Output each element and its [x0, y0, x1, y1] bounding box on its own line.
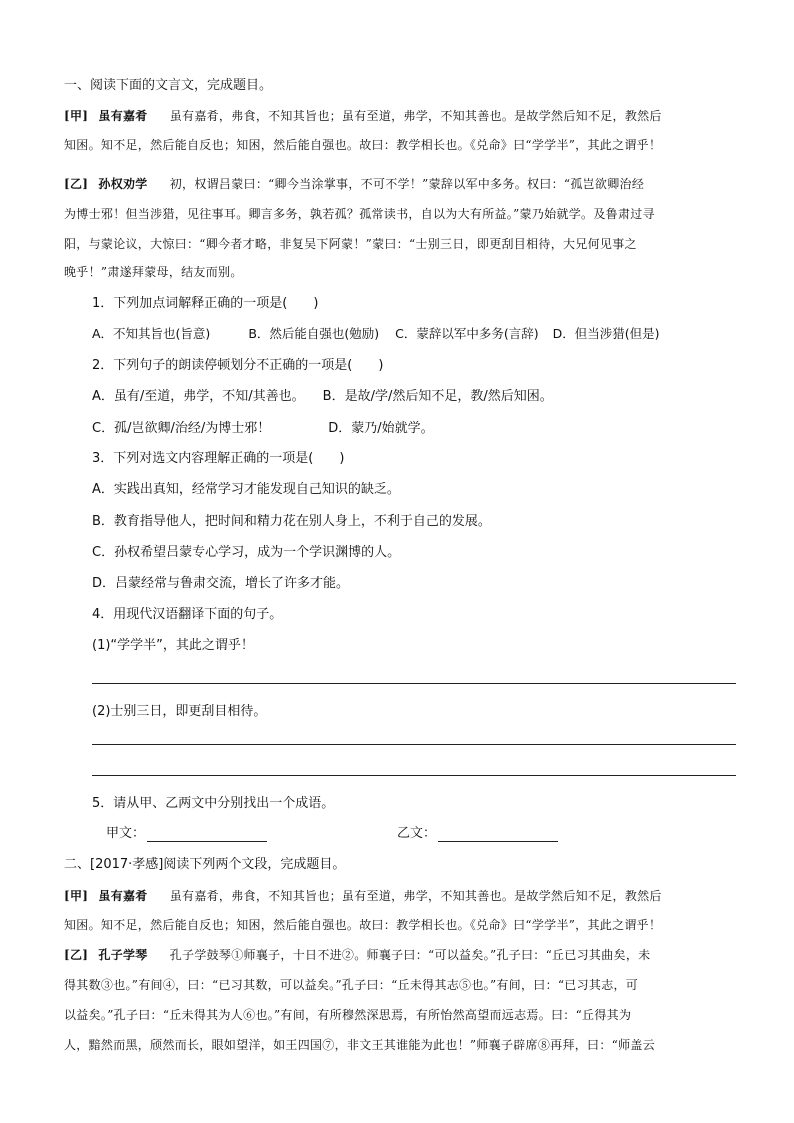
question-2-options-ab	[92, 389, 553, 405]
field-label: 乙文：	[397, 826, 437, 841]
question-3-option-c: C．孙权希望吕蒙专心学习，成为一个学识渊博的人。	[92, 545, 401, 560]
question-2-options-cd	[92, 421, 434, 437]
section1-heading: 一、阅读下面的文言文，完成题目。	[64, 78, 273, 93]
section2-heading: 二、[2017·孝感]阅读下列两个文段，完成题目。	[64, 857, 346, 872]
answer-line[interactable]	[92, 775, 736, 776]
section1-passage-yi-line1: [乙] 孙权劝学 初，权谓吕蒙曰：“卿今当涂掌事，不可不学！”蒙辞以军中多务。权曰：“孤岂欲卿治经	[64, 177, 645, 191]
option-a: A．虽有/至道，弗学，不知/其善也。	[92, 389, 305, 404]
answer-blank[interactable]	[438, 829, 558, 842]
section2-passage-yi-line3: 以益矣。”孔子曰：“丘未得其为人⑥也。”有间，有所穆然深思焉，有所怡然高望而远志焉。曰：“丘得其为	[64, 1008, 632, 1022]
question-3: 3．下列对选文内容理解正确的一项是( )	[92, 451, 345, 466]
option-c: C．蒙辞以军中多务(言辞)	[395, 326, 539, 341]
section2-passage-yi-line2: 得其数③也。”有间④，曰：“已习其数，可以益矣。”孔子曰：“丘未得其志⑤也。”有间，曰：“已习其志，可	[64, 978, 639, 992]
passage-tag: [乙]	[64, 948, 89, 962]
section1-passage-yi-line2: 为博士邪！但当涉猎，见往事耳。卿言多务，孰若孤？孤常读书，自以为大有所益。”蒙乃始就学。及鲁肃过寻	[64, 207, 655, 221]
question-4-item-1: (1)“学学半”，其此之谓乎！	[92, 638, 254, 653]
option-d: D．蒙乃/始就学。	[328, 421, 434, 436]
answer-line[interactable]	[92, 744, 736, 745]
passage-title: 孔子学琴	[98, 948, 148, 962]
section2-passage-jia-line1: [甲] 虽有嘉肴 虽有嘉肴，弗食，不知其旨也；虽有至道，弗学，不知其善也。是故学然后知不足，教然后	[64, 889, 662, 903]
section1-passage-jia-line2: 知困。知不足，然后能自反也；知困，然后能自强也。故曰：教学相长也。《兑命》曰“学学半”，其此之谓乎！	[64, 138, 662, 152]
passage-tag: [乙]	[64, 177, 89, 191]
option-b: B．然后能自强也(勉励)	[248, 326, 380, 341]
question-5-yi-field	[397, 826, 558, 842]
option-c: C．孤/岂欲卿/治经/为博士邪！	[92, 421, 271, 436]
question-4-item-2: (2)士别三日，即更刮目相待。	[92, 704, 267, 719]
passage-title: 虽有嘉肴	[98, 109, 148, 123]
question-3-option-d: D．吕蒙经常与鲁肃交流，增长了许多才能。	[92, 576, 350, 591]
option-a: A．不知其旨也(旨意)	[92, 326, 211, 341]
option-d: D．但当涉猎(但是)	[552, 326, 660, 341]
question-2: 2．下列句子的朗读停顿划分不正确的一项是( )	[92, 358, 384, 373]
question-3-option-a: A．实践出真知，经常学习才能发现自己知识的缺乏。	[92, 482, 400, 497]
question-1-options	[92, 326, 660, 342]
section1-passage-jia-line1: [甲] 虽有嘉肴 虽有嘉肴，弗食，不知其旨也；虽有至道，弗学，不知其善也。是故学然后知不足，教然后	[64, 109, 662, 123]
question-5-jia-field	[106, 826, 267, 842]
section2-passage-jia-line2: 知困。知不足，然后能自反也；知困，然后能自强也。故曰：教学相长也。《兑命》曰“学学半”，其此之谓乎！	[64, 918, 662, 932]
section1-passage-yi-line4: 晚乎！”肃遂拜蒙母，结友而别。	[64, 265, 243, 279]
section2-passage-yi-line4: 人，黯然而黑，颀然而长，眼如望洋，如王四国⑦，非文王其谁能为此也！”师襄子辟席⑧再拜，曰：“师盖云	[64, 1038, 655, 1052]
section1-passage-yi-line3: 阳，与蒙论议，大惊曰：“卿今者才略，非复吴下阿蒙！”蒙曰：“士别三日，即更刮目相待，大兄何见事之	[64, 237, 637, 251]
question-3-option-b: B．教育指导他人，把时间和精力花在别人身上，不利于自己的发展。	[92, 514, 491, 529]
answer-blank[interactable]	[147, 829, 267, 842]
passage-tag: [甲]	[64, 889, 89, 903]
passage-title: 虽有嘉肴	[98, 889, 148, 903]
option-b: B．是故/学/然后知不足，教/然后知困。	[322, 389, 553, 404]
passage-tag: [甲]	[64, 109, 89, 123]
question-5: 5．请从甲、乙两文中分别找出一个成语。	[92, 796, 335, 811]
section2-passage-yi-line1: [乙] 孔子学琴 孔子学鼓琴①师襄子，十日不进②。师襄子曰：“可以益矣。”孔子曰：“丘已习其曲矣，未	[64, 948, 651, 962]
field-label: 甲文：	[106, 826, 146, 841]
question-4: 4．用现代汉语翻译下面的句子。	[92, 607, 283, 622]
passage-title: 孙权劝学	[98, 177, 148, 191]
answer-line[interactable]	[92, 683, 736, 684]
question-1: 1．下列加点词解释正确的一项是( )	[92, 296, 319, 311]
